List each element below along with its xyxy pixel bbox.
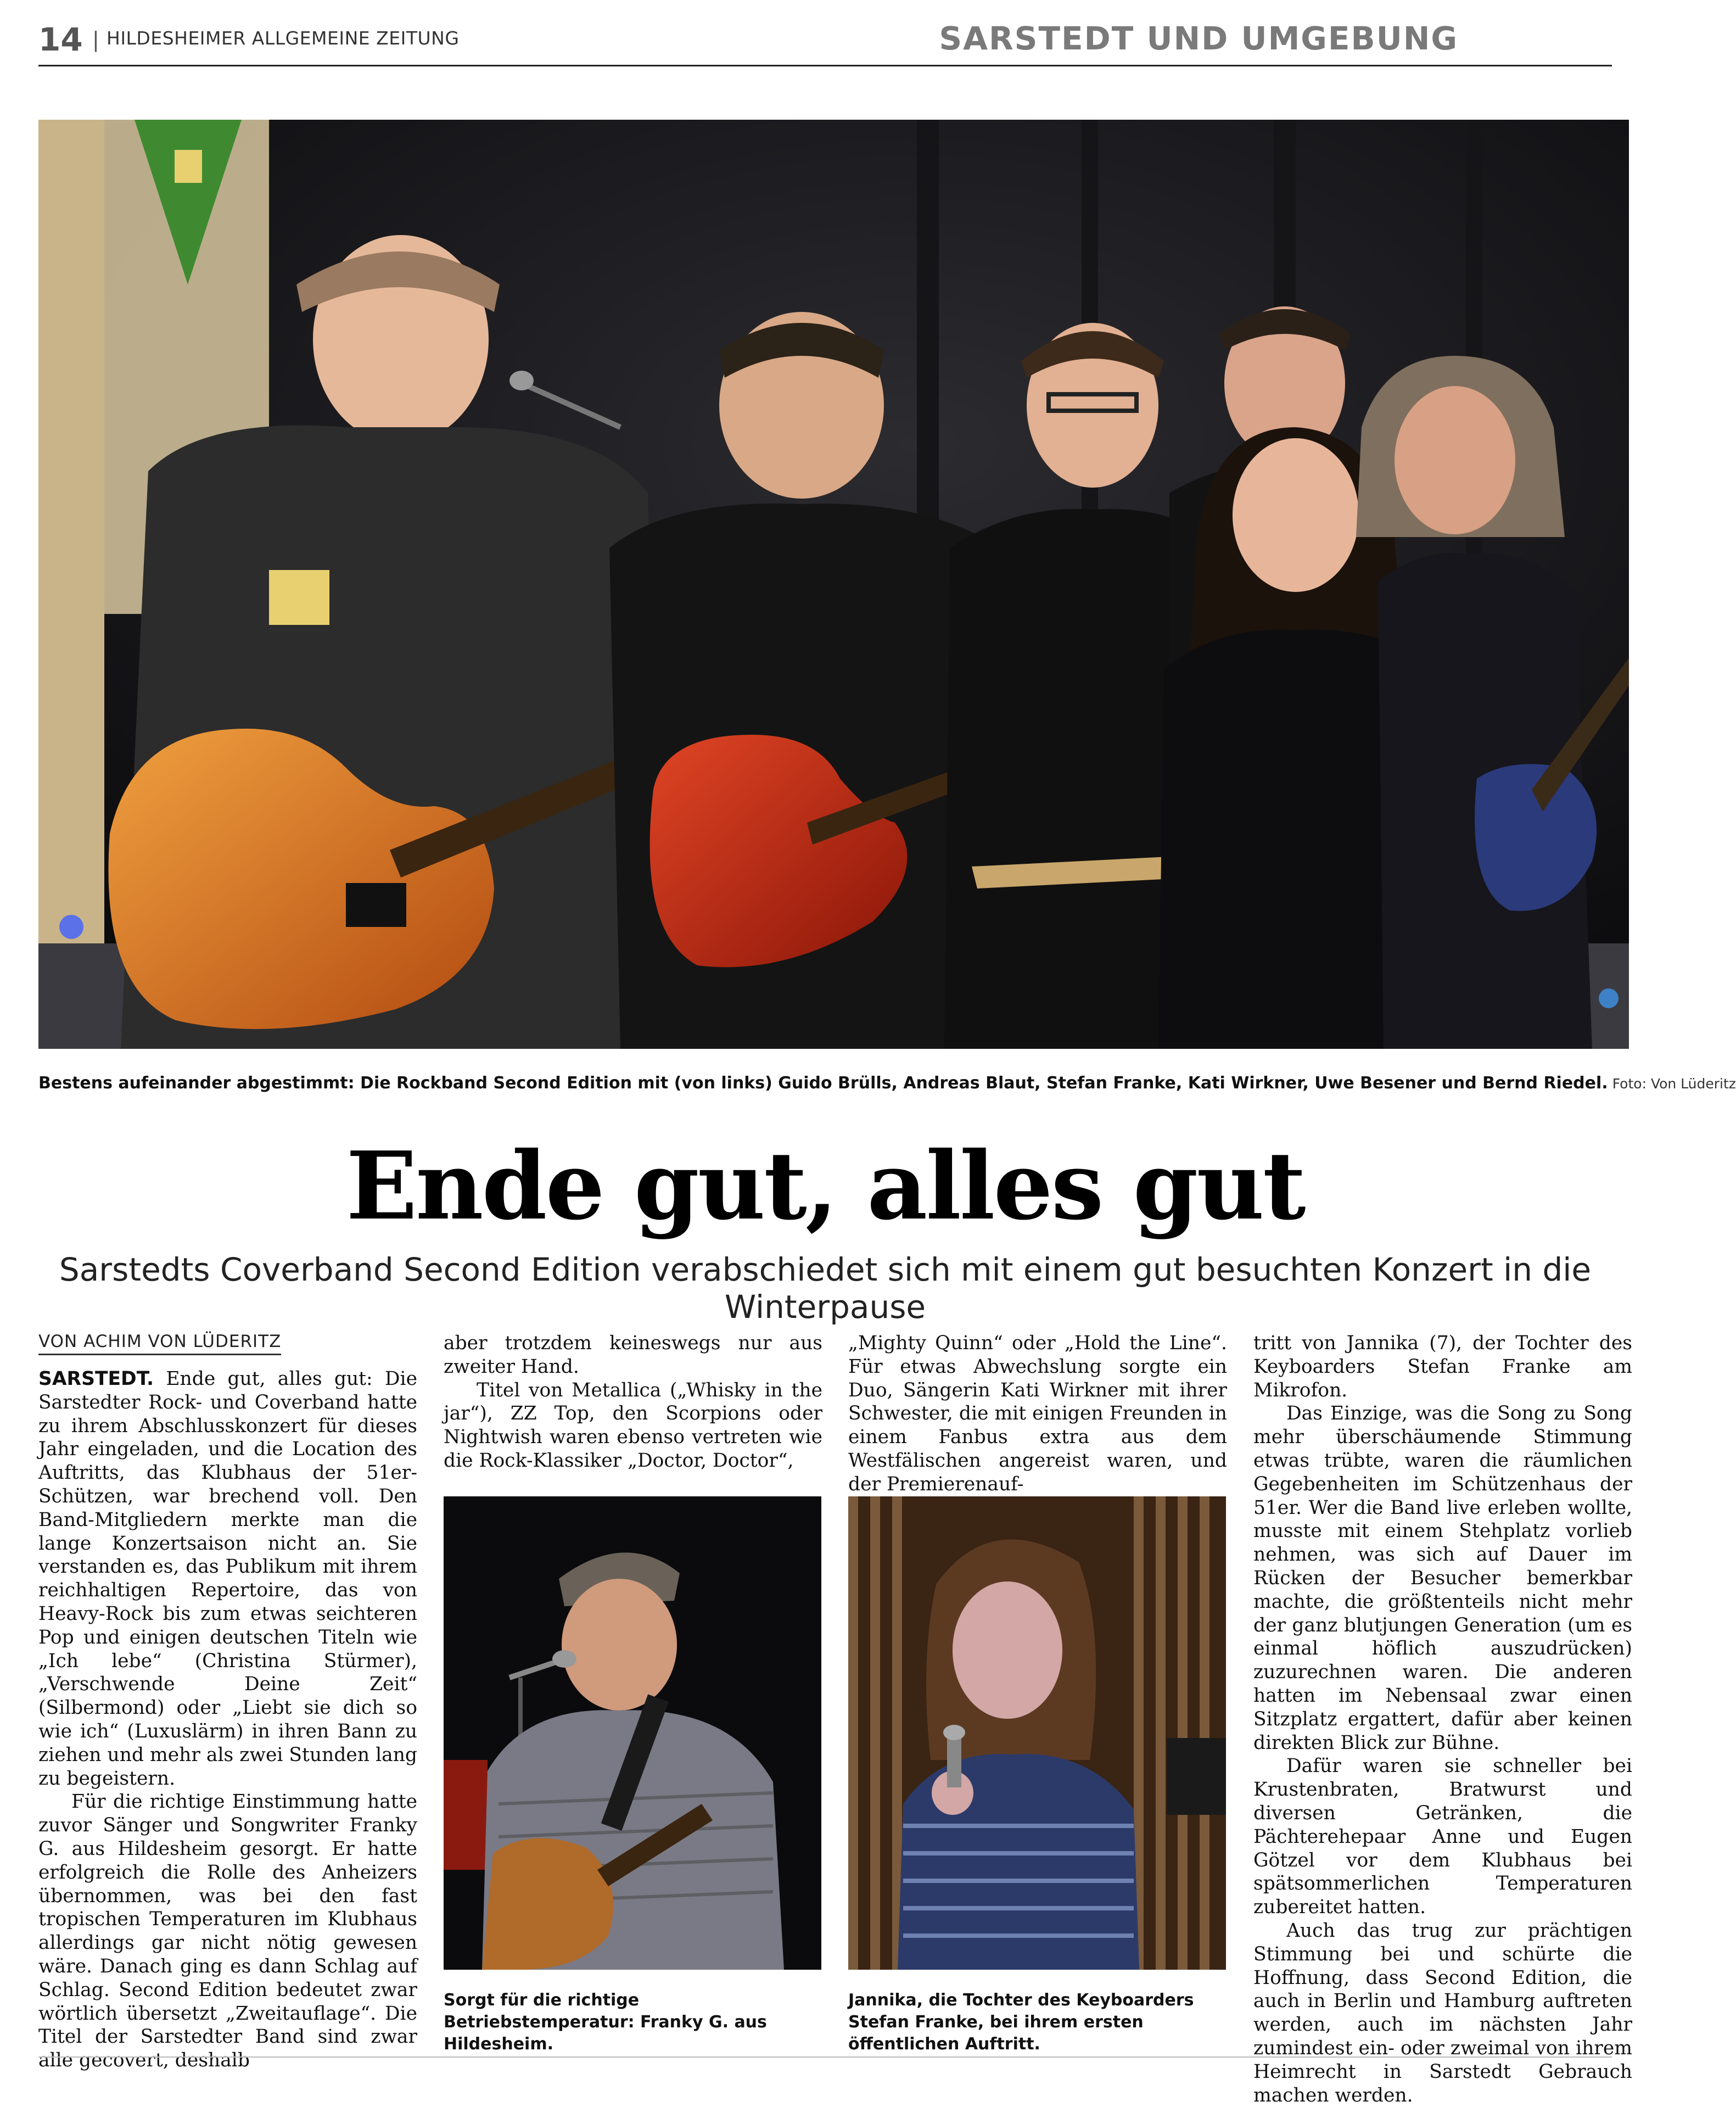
page-number: 14 [38,21,83,58]
footer-divider [38,2056,1612,2058]
franky-photo-caption: Sorgt für die richtige Betriebstemperatur: Franky G. aus Hildesheim. [444,1991,767,2054]
paragraph: aber trotzdem keineswegs nur aus zweiter Hand. [444,1332,822,1378]
article-column-4 [1253,1332,1632,2107]
article-byline: VON ACHIM VON LÜDERITZ [38,1332,281,1355]
newspaper-name: HILDESHEIMER ALLGEMEINE ZEITUNG [107,27,460,49]
paragraph: Für die richtige Einstimmung hatte zuvor Sänger und Songwriter Franky G. aus Hildesheim gesorgt. Er hatte erfolgreich die Rolle des Anheizers übernommen, was bei den fast tropischen Temperaturen im Klubhaus allerdings gar nicht nötig gewesen wäre. Danach ging es dann Schlag auf Schlag. Second Edition bedeutet zwar wörtlich übersetzt „Zweitauflage“. Die Titel der Sarstedter Band sind zwar alle gecovert, deshalb [38,1791,417,2072]
jannika-photo-illustration [848,1496,1226,1970]
paragraph: Auch das trug zur prächtigen Stimmung bei und schürte die Hoffnung, dass Second Edition, die auch in Berlin und Hamburg auftreten werden, auch im nächsten Jahr zumindest ein- oder zweimal von ihrem Heimrecht in Sarstedt Gebrauch machen werden. [1253,1919,1632,2106]
band-photo-illustration [38,120,1629,1049]
band-photo [38,120,1629,1049]
page-header [38,16,1612,66]
paragraph [38,1367,417,1790]
paragraph: Dafür waren sie schneller bei Krustenbraten, Bratwurst und diversen Getränken, die Pächterehepaar Anne und Eugen Götzel vor dem Klubhaus bei spätsommerlichen Temperaturen zubereitet hatten. [1253,1755,1632,1919]
franky-photo-illustration [444,1496,821,1970]
article-column-2 [444,1332,822,1473]
paragraph-text: Ende gut, alles gut: Die Sarstedter Rock- und Coverband hatte zu ihrem Abschlusskonzert für dieses Jahr eingeladen, und die Location des Auftritts, das Klubhaus der 51er-Schützen, war brechend voll. Den Band-Mitgliedern merkte man die lange Konzertsaison nicht an. Sie verstanden es, das Publikum mit ihrem reichhaltigen Repertoire, das von Heavy-Rock bis zum etwas seichteren Pop und einigen deutschen Titeln wie „Ich lebe“ (Christina Stürmer), „Verschwende Deine Zeit“ (Silbermond) oder „Liebt sie dich so wie ich“ (Luxuslärm) in ihren Bann zu ziehen und mehr als zwei Stunden lang zu begeistern. [38,1368,418,1790]
photo-credit: Foto: Von Lüderitz [1612,1076,1736,1092]
dateline: SARSTEDT. [38,1368,154,1390]
article-headline: Ende gut, alles gut [346,1131,1304,1241]
main-photo-caption [38,1074,1736,1093]
article-column-3 [848,1332,1227,1496]
franky-photo [444,1496,821,1970]
article-column-1 [38,1367,417,2072]
paragraph: tritt von Jannika (7), der Tochter des Keyboarders Stefan Franke am Mikrofon. [1253,1332,1632,1401]
paragraph: „Mighty Quinn“ oder „Hold the Line“. Für etwas Abwechslung sorgte ein Duo, Sängerin Kati Wirkner mit ihrer Schwester, die mit einigen Freunden in einem Fanbus extra aus dem Westfälischen angereist waren, und der Premierenauf- [848,1332,1227,1495]
main-photo-caption-text: Bestens aufeinander abgestimmt: Die Rockband Second Edition mit (von links) Guido Brülls, Andreas Blaut, Stefan Franke, Kati Wirkner, Uwe Besener und Bernd Riedel. [38,1074,1608,1093]
section-title: SARSTEDT UND UMGEBUNG [939,20,1458,57]
jannika-photo-caption: Jannika, die Tochter des Keyboarders Stefan Franke, bei ihrem ersten öffentlichen Auftritt. [848,1991,1194,2054]
paragraph: Das Einzige, was die Song zu Song mehr überschäumende Stimmung etwas trübte, waren die räumlichen Gegebenheiten im Schützenhaus der 51er. Wer die Band live erleben wollte, musste mit einem Stehplatz vorlieb nehmen, was sich auf Dauer im Rücken der Besucher bemerkbar machte, die größtenteils nicht mehr der ganz blutjungen Generation (um es einmal höflich auszudrücken) zuzurechnen waren. Die anderen hatten im Nebensaal zwar einen Sitzplatz ergattert, dafür aber keinen direkten Blick zur Bühne. [1253,1402,1632,1754]
paragraph: Titel von Metallica („Whisky in the jar“), ZZ Top, den Scorpions oder Nightwish waren ebenso vertreten wie die Rock-Klassiker „Doctor, Doctor“, [444,1379,822,1472]
jannika-photo [848,1496,1226,1970]
article-subheadline: Sarstedts Coverband Second Edition verabschiedet sich mit einem gut besuchten Konzert in die Winterpause [59,1251,1592,1326]
header-separator: | [92,27,99,52]
